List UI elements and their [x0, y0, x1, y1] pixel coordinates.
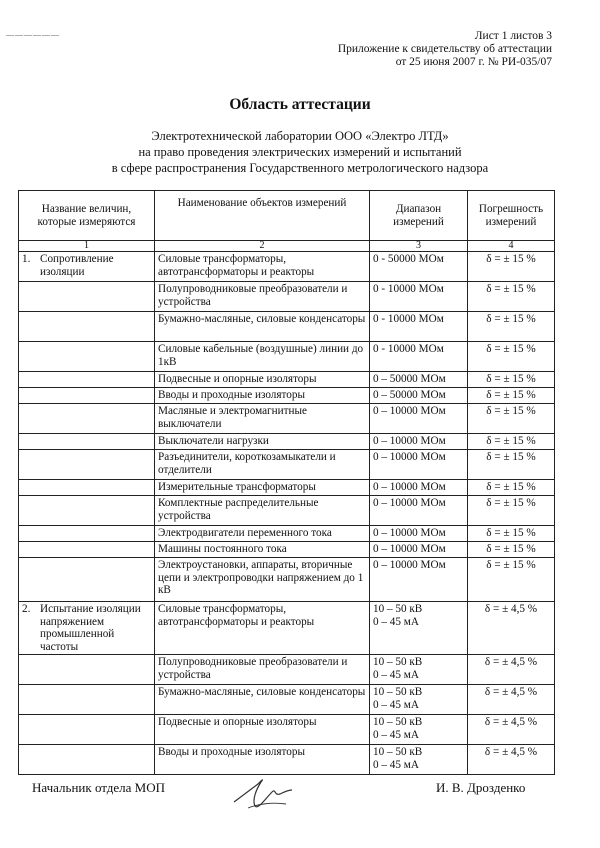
- range-cell: [370, 558, 468, 602]
- subtitle: [0, 128, 600, 176]
- error-cell: δ = ± 4,5 %: [468, 685, 555, 715]
- quantity-cell: [19, 496, 155, 526]
- table-row: [19, 526, 555, 542]
- table-row: [19, 252, 555, 282]
- table-row: [19, 685, 555, 715]
- error-cell: δ = ± 15 %: [468, 558, 555, 602]
- header-range: Диапазон измерений: [370, 191, 468, 241]
- quantity-cell: [19, 745, 155, 775]
- quantity-cell: [19, 542, 155, 558]
- quantity-cell: [19, 558, 155, 602]
- signatory-position: Начальник отдела МОП: [32, 780, 166, 795]
- column-number: 1: [19, 241, 155, 252]
- range-cell: [370, 252, 468, 282]
- column-number: 4: [468, 241, 555, 252]
- error-cell: δ = ± 4,5 %: [468, 715, 555, 745]
- range-cell: [370, 372, 468, 388]
- error-cell: δ = ± 15 %: [468, 434, 555, 450]
- range-value: 10 – 50 кВ: [373, 716, 423, 729]
- subtitle-line-3: в сфере распространения Государственного метрологического надзора: [111, 161, 489, 175]
- range-value: 0 – 10000 МОм: [373, 527, 446, 539]
- range-cell: [370, 450, 468, 480]
- current-range-value: 0 – 45 мА: [373, 615, 419, 628]
- object-cell: Вводы и проходные изоляторы: [155, 388, 370, 404]
- object-cell: Полупроводниковые преобразователи и устройства: [155, 282, 370, 312]
- current-range-value: 0 – 45 мА: [373, 668, 419, 681]
- range-cell: [370, 526, 468, 542]
- error-cell: δ = ± 15 %: [468, 450, 555, 480]
- quantity-cell: [19, 434, 155, 450]
- sheet-number: Лист 1 листов 3: [474, 30, 552, 42]
- range-value: 0 - 10000 МОм: [373, 283, 444, 295]
- error-cell: δ = ± 4,5 %: [468, 602, 555, 655]
- quantity-name: Испытание изоляции напряжением промышленной частоты: [40, 603, 141, 653]
- object-cell: Разъединители, короткозамыкатели и отделители: [155, 450, 370, 480]
- quantity-cell: [19, 602, 155, 655]
- object-cell: Силовые трансформаторы, автотрансформаторы и реакторы: [155, 602, 370, 655]
- error-cell: δ = ± 15 %: [468, 388, 555, 404]
- object-cell: Силовые кабельные (воздушные) линии до 1кВ: [155, 342, 370, 372]
- page-title: Область аттестации: [229, 96, 371, 113]
- range-cell: [370, 602, 468, 655]
- range-value: 0 – 50000 МОм: [373, 373, 446, 385]
- current-range-value: 0 – 45 мА: [373, 758, 419, 771]
- object-cell: Бумажно-масляные, силовые конденсаторы: [155, 312, 370, 342]
- range-cell: [370, 312, 468, 342]
- appendix-note: Приложение к свидетельству об аттестации: [337, 43, 552, 55]
- object-cell: Выключатели нагрузки: [155, 434, 370, 450]
- error-cell: δ = ± 4,5 %: [468, 655, 555, 685]
- quantity-cell: [19, 388, 155, 404]
- quantity-cell: [19, 282, 155, 312]
- quantity-cell: [19, 252, 155, 282]
- error-cell: δ = ± 15 %: [468, 404, 555, 434]
- current-range-value: 0 – 45 мА: [373, 698, 419, 711]
- object-cell: Комплектные распределительные устройства: [155, 496, 370, 526]
- range-cell: [370, 715, 468, 745]
- object-cell: Вводы и проходные изоляторы: [155, 745, 370, 775]
- range-cell: [370, 496, 468, 526]
- table-row: [19, 434, 555, 450]
- table-row: [19, 542, 555, 558]
- range-value: 0 – 10000 МОм: [373, 451, 446, 463]
- range-value: 0 – 10000 МОм: [373, 559, 446, 571]
- quantity-name: Сопротивление изоляции: [40, 253, 114, 278]
- object-cell: Электродвигатели переменного тока: [155, 526, 370, 542]
- error-cell: δ = ± 4,5 %: [468, 745, 555, 775]
- item-number: 2.: [22, 603, 31, 615]
- quantity-cell: [19, 372, 155, 388]
- attestation-scope-table: [18, 190, 555, 775]
- error-cell: δ = ± 15 %: [468, 480, 555, 496]
- signatory-name: И. В. Дрозденко: [436, 780, 526, 795]
- range-value: 10 – 50 кВ: [373, 686, 423, 699]
- table-row: [19, 388, 555, 404]
- range-value: 0 – 10000 МОм: [373, 405, 446, 417]
- current-range-value: 0 – 45 мА: [373, 728, 419, 741]
- range-cell: [370, 542, 468, 558]
- header-quantity: Название величин, которые измеряются: [19, 191, 155, 241]
- range-cell: [370, 388, 468, 404]
- range-value: 0 – 10000 МОм: [373, 481, 446, 493]
- quantity-cell: [19, 342, 155, 372]
- document-header: [338, 30, 552, 69]
- error-cell: δ = ± 15 %: [468, 252, 555, 282]
- table-row: [19, 450, 555, 480]
- range-cell: [370, 745, 468, 775]
- error-cell: δ = ± 15 %: [468, 542, 555, 558]
- error-cell: δ = ± 15 %: [468, 372, 555, 388]
- object-cell: Полупроводниковые преобразователи и устройства: [155, 655, 370, 685]
- table-row: [19, 480, 555, 496]
- table-row: [19, 715, 555, 745]
- table-row: [19, 602, 555, 655]
- range-value: 10 – 50 кВ: [373, 656, 423, 669]
- object-cell: Силовые трансформаторы, автотрансформаторы и реакторы: [155, 252, 370, 282]
- object-cell: Машины постоянного тока: [155, 542, 370, 558]
- range-value: 0 - 10000 МОм: [373, 343, 444, 355]
- range-value: 0 – 50000 МОм: [373, 389, 446, 401]
- object-cell: Подвесные и опорные изоляторы: [155, 715, 370, 745]
- table-row: [19, 655, 555, 685]
- quantity-cell: [19, 312, 155, 342]
- column-number: 3: [370, 241, 468, 252]
- column-number-row: [19, 241, 555, 252]
- quantity-cell: [19, 526, 155, 542]
- range-value: 0 – 10000 МОм: [373, 497, 446, 509]
- quantity-cell: [19, 655, 155, 685]
- error-cell: δ = ± 15 %: [468, 312, 555, 342]
- quantity-cell: [19, 404, 155, 434]
- table-row: [19, 558, 555, 602]
- range-cell: [370, 282, 468, 312]
- header-error: Погрешность измерений: [468, 191, 555, 241]
- handwritten-signature: [228, 768, 298, 818]
- range-value: 10 – 50 кВ: [373, 746, 423, 759]
- error-cell: δ = ± 15 %: [468, 282, 555, 312]
- range-value: 0 - 10000 МОм: [373, 313, 444, 325]
- range-value: 0 – 10000 МОм: [373, 543, 446, 555]
- error-cell: δ = ± 15 %: [468, 526, 555, 542]
- table-row: [19, 496, 555, 526]
- range-cell: [370, 434, 468, 450]
- table-row: [19, 282, 555, 312]
- quantity-cell: [19, 450, 155, 480]
- quantity-cell: [19, 715, 155, 745]
- column-number: 2: [155, 241, 370, 252]
- subtitle-line-2: на право проведения электрических измерений и испытаний: [138, 145, 462, 159]
- range-cell: [370, 480, 468, 496]
- table-row: [19, 342, 555, 372]
- object-cell: Бумажно-масляные, силовые конденсаторы: [155, 685, 370, 715]
- error-cell: δ = ± 15 %: [468, 496, 555, 526]
- range-cell: [370, 342, 468, 372]
- range-cell: [370, 404, 468, 434]
- quantity-cell: [19, 480, 155, 496]
- object-cell: Подвесные и опорные изоляторы: [155, 372, 370, 388]
- certificate-reference: от 25 июня 2007 г. № РИ-035/07: [395, 56, 552, 68]
- object-cell: Электроустановки, аппараты, вторичные цепи и электропроводки напряжением до 1 кВ: [155, 558, 370, 602]
- range-value: 0 - 50000 МОм: [373, 253, 444, 265]
- range-value: 10 – 50 кВ: [373, 603, 423, 615]
- object-cell: Масляные и электромагнитные выключатели: [155, 404, 370, 434]
- quantity-cell: [19, 685, 155, 715]
- item-number: 1.: [22, 253, 31, 265]
- table-header-row: [19, 191, 555, 241]
- error-cell: δ = ± 15 %: [468, 342, 555, 372]
- corner-mark: ——————: [6, 30, 60, 39]
- table-row: [19, 312, 555, 342]
- table-row: [19, 372, 555, 388]
- subtitle-line-1: Электротехнической лаборатории ООО «Электро ЛТД»: [151, 129, 449, 143]
- range-value: 0 – 10000 МОм: [373, 435, 446, 447]
- table-body: [19, 252, 555, 775]
- object-cell: Измерительные трансформаторы: [155, 480, 370, 496]
- range-cell: [370, 685, 468, 715]
- range-cell: [370, 655, 468, 685]
- table-row: [19, 404, 555, 434]
- header-object: Наименование объектов измерений: [155, 191, 370, 241]
